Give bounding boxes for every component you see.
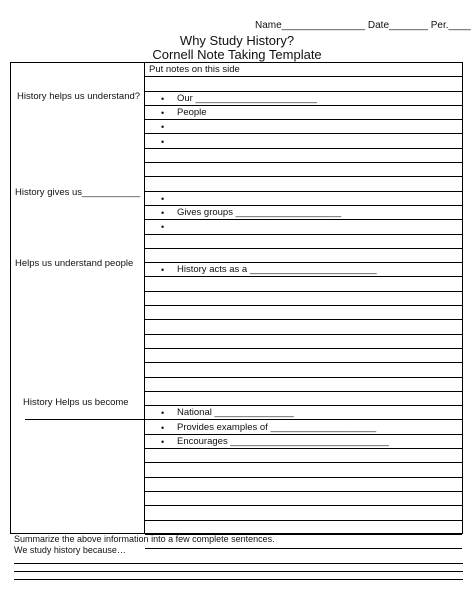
note-row bbox=[145, 349, 462, 363]
note-text: Our _______________________ bbox=[177, 92, 317, 104]
note-row bbox=[145, 363, 462, 377]
note-row bbox=[145, 392, 462, 406]
note-row bbox=[145, 435, 462, 449]
note-row bbox=[145, 478, 462, 492]
page-subtitle: Cornell Note Taking Template bbox=[152, 47, 322, 62]
bullet-icon: • bbox=[161, 93, 165, 104]
note-row bbox=[145, 106, 462, 120]
cue-understand-people: Helps us understand people bbox=[15, 258, 134, 269]
note-row bbox=[145, 77, 462, 91]
note-row bbox=[145, 249, 462, 263]
note-row bbox=[145, 135, 462, 149]
bullet-icon: • bbox=[161, 208, 165, 218]
summary-instruction: Summarize the above information into a few complete sentences. bbox=[14, 534, 275, 544]
note-row bbox=[145, 421, 462, 435]
bullet-icon: • bbox=[161, 422, 165, 433]
notes-header-row bbox=[145, 63, 462, 77]
note-row bbox=[145, 92, 462, 106]
summary-line bbox=[14, 571, 463, 572]
summary-line bbox=[14, 579, 463, 580]
note-text: People bbox=[177, 106, 207, 118]
note-row bbox=[145, 163, 462, 177]
bullet-icon: • bbox=[161, 107, 165, 118]
note-text: History acts as a ________________________ bbox=[177, 264, 377, 276]
page-title: Why Study History? bbox=[179, 33, 295, 48]
note-row bbox=[145, 463, 462, 477]
note-row bbox=[145, 378, 462, 392]
name-date-period-line: Name_______________ Date_______ Per.____ bbox=[255, 20, 471, 31]
cornell-notes-table bbox=[10, 62, 463, 534]
note-row bbox=[145, 192, 462, 206]
note-row bbox=[145, 278, 462, 292]
note-row bbox=[145, 320, 462, 334]
cue-understand: History helps us understand? bbox=[17, 91, 141, 102]
bullet-icon: • bbox=[161, 193, 165, 204]
note-row bbox=[145, 492, 462, 506]
note-row bbox=[145, 220, 462, 234]
note-row bbox=[145, 235, 462, 249]
cue-become: History Helps us become bbox=[23, 397, 129, 408]
note-row bbox=[145, 521, 462, 535]
note-row bbox=[145, 177, 462, 191]
note-row bbox=[145, 292, 462, 306]
note-row bbox=[145, 449, 462, 463]
summary-prompt: We study history because… bbox=[14, 545, 126, 555]
summary-line bbox=[14, 563, 463, 564]
note-row bbox=[145, 506, 462, 520]
bullet-icon: • bbox=[161, 265, 165, 276]
bullet-icon: • bbox=[161, 436, 165, 447]
note-text: Provides examples of ____________________ bbox=[177, 421, 377, 433]
note-row bbox=[145, 149, 462, 163]
cue-become-blank-line bbox=[25, 419, 147, 420]
bullet-icon: • bbox=[161, 222, 165, 233]
note-text: Encourages ______________________________ bbox=[177, 435, 389, 447]
note-text: Gives groups ____________________ bbox=[177, 207, 342, 218]
notes-header-label: Put notes on this side bbox=[149, 64, 240, 75]
note-text: National _______________ bbox=[177, 407, 294, 419]
cue-gives-us: History gives us___________ bbox=[15, 187, 141, 198]
note-row bbox=[145, 335, 462, 349]
note-row bbox=[145, 206, 462, 220]
note-row bbox=[145, 120, 462, 134]
bullet-icon: • bbox=[161, 408, 165, 419]
note-row bbox=[145, 263, 462, 277]
note-row bbox=[145, 306, 462, 320]
note-row bbox=[145, 406, 462, 420]
bullet-icon: • bbox=[161, 136, 165, 147]
bullet-icon: • bbox=[161, 122, 165, 133]
